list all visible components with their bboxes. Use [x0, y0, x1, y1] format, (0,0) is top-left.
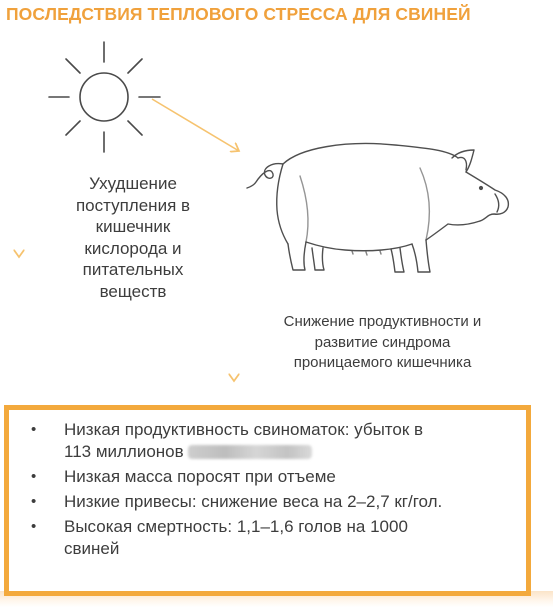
arrow-diagonal-icon	[152, 99, 239, 151]
cause-line: кишечник	[95, 217, 171, 236]
cause-text	[58, 173, 208, 302]
bullet-text: свиней	[64, 539, 120, 558]
bullet-icon: •	[31, 468, 37, 485]
effect-line: Снижение продуктивности и	[283, 313, 482, 330]
cause-line: веществ	[99, 281, 167, 301]
cause-line: питательных	[82, 260, 184, 279]
bullet-icon: •	[31, 493, 37, 510]
cause-line: кислорода и	[84, 238, 182, 258]
bullet-text: Высокая смертность: 1,1–1,6 голов на 1000	[64, 517, 408, 536]
bullet-text: Низкая продуктивность свиноматок: убыток в	[64, 420, 424, 439]
bullet-text: 113 миллионов	[64, 442, 184, 461]
list-item	[31, 466, 521, 488]
consequences-list	[31, 419, 521, 563]
redacted-text	[188, 445, 312, 459]
list-item	[31, 516, 521, 560]
list-item	[31, 491, 521, 513]
effect-line: развитие синдрома	[314, 333, 451, 351]
pig-illustration	[247, 144, 508, 272]
bullet-icon: •	[31, 518, 37, 535]
consequences-box	[4, 405, 531, 596]
effect-line: проницаемого кишечника	[293, 354, 472, 371]
list-item	[31, 419, 521, 463]
cause-line: поступления в	[75, 195, 191, 215]
diagram-title: ПОСЛЕДСТВИЯ ТЕПЛОВОГО СТРЕССА ДЛЯ СВИНЕЙ	[6, 4, 471, 24]
bullet-text: Низкая масса поросят при отъеме	[64, 467, 336, 486]
cause-line: Ухудшение	[89, 174, 177, 193]
bullet-text: Низкие привесы: снижение веса на 2–2,7 кг/гол.	[64, 492, 443, 511]
sun-icon	[49, 42, 160, 152]
effect-text	[255, 312, 510, 374]
bullet-icon: •	[31, 421, 37, 438]
